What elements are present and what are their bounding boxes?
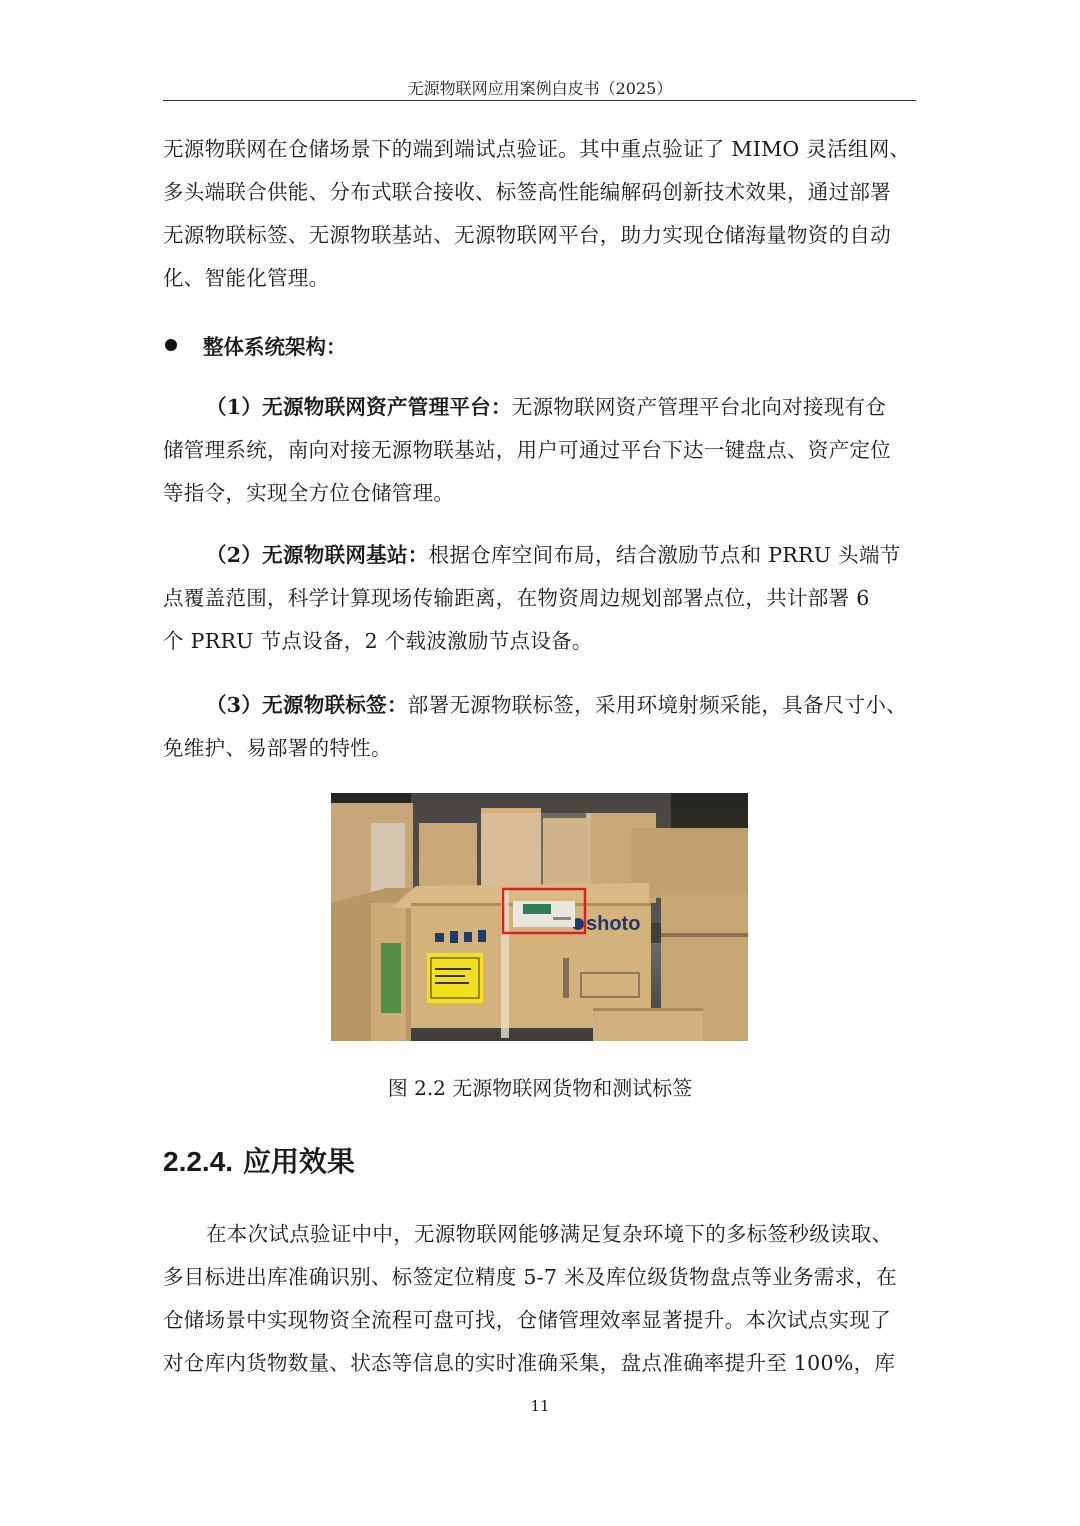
intro-paragraph xyxy=(163,128,916,300)
bullet-icon xyxy=(165,339,177,351)
running-header: 无源物联网应用案例白皮书（2025） xyxy=(407,79,673,98)
intro-line: 无源物联标签、无源物联基站、无源物联网平台，助力实现仓储海量物资的自动 xyxy=(163,223,891,247)
section-line: 仓储场景中实现物资全流程可盘可找，仓储管理效率显著提升。本次试点实现了 xyxy=(163,1308,891,1332)
page-number: 11 xyxy=(530,1397,550,1415)
item-label: （3）无源物联标签： xyxy=(206,693,408,717)
intro-line: 多头端联合供能、分布式联合接收、标签高性能编解码创新技术效果，通过部署 xyxy=(163,180,891,204)
intro-line: 化、智能化管理。 xyxy=(163,266,330,290)
item-line: 根据仓库空间布局，结合激励节点和 PRRU 头端节 xyxy=(428,543,901,567)
item-line: 免维护、易部署的特性。 xyxy=(163,736,392,760)
item-line: 部署无源物联标签，采用环境射频采能，具备尺寸小、 xyxy=(407,693,907,717)
section-title: 应用效果 xyxy=(242,1145,355,1178)
section-line: 在本次试点验证中中，无源物联网能够满足复杂环境下的多标签秒级读取、 xyxy=(206,1222,893,1246)
section-line: 对仓库内货物数量、状态等信息的实时准确采集，盘点准确率提升至 100%，库 xyxy=(163,1351,896,1375)
item-line: 储管理系统，南向对接无源物联基站，用户可通过平台下达一键盘点、资产定位 xyxy=(163,438,891,462)
figure-caption: 图 2.2 无源物联网货物和测试标签 xyxy=(387,1076,693,1100)
section-paragraph xyxy=(163,1213,916,1385)
architecture-heading: 整体系统架构： xyxy=(203,335,347,359)
brand-logo: shoto xyxy=(586,913,641,935)
section-line: 多目标进出库准确识别、标签定位精度 5-7 米及库位级货物盘点等业务需求，在 xyxy=(163,1265,897,1289)
item-line: 个 PRRU 节点设备，2 个载波激励节点设备。 xyxy=(163,629,593,653)
architecture-bullet xyxy=(163,325,347,365)
section-heading xyxy=(163,1140,355,1180)
item-line: 等指令，实现全方位仓储管理。 xyxy=(163,481,455,505)
intro-line: 无源物联网在仓储场景下的端到端试点验证。其中重点验证了 MIMO 灵活组网、 xyxy=(163,137,911,161)
item-line: 无源物联网资产管理平台北向对接现有仓 xyxy=(511,395,887,419)
item-label: （2）无源物联网基站： xyxy=(206,543,429,567)
section-number: 2.2.4. xyxy=(163,1146,234,1177)
architecture-item-platform xyxy=(163,386,916,515)
header-divider xyxy=(163,100,916,101)
architecture-item-basestation xyxy=(163,534,916,663)
item-label: （1）无源物联网资产管理平台： xyxy=(206,395,512,419)
item-line: 点覆盖范围，科学计算现场传输距离，在物资周边规划部署点位，共计部署 6 xyxy=(163,586,870,610)
architecture-item-tag xyxy=(163,684,916,770)
warehouse-photo xyxy=(331,793,748,1041)
